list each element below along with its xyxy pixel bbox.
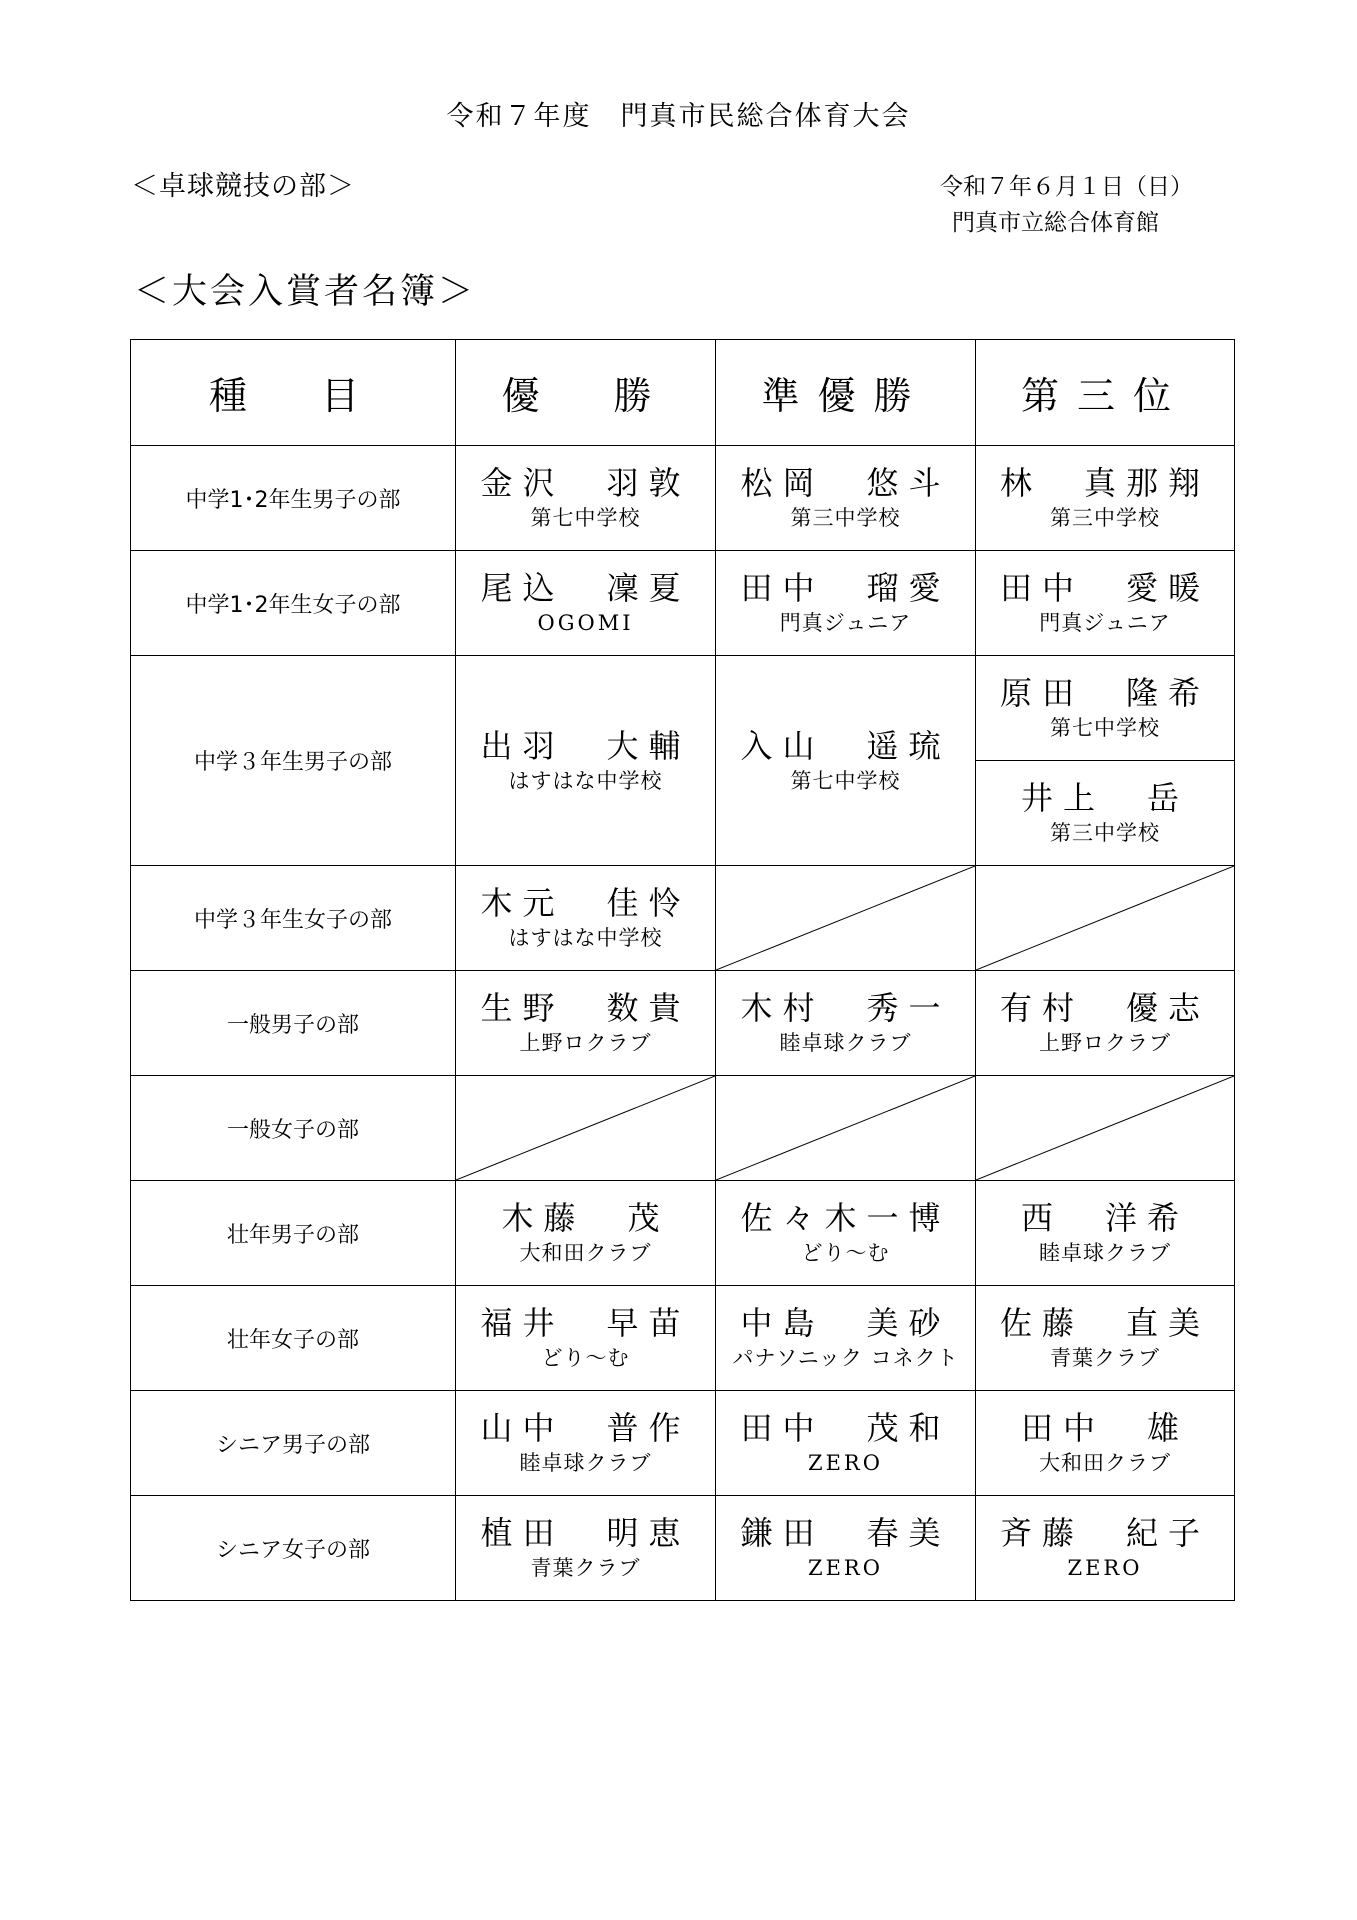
runner-up-cell xyxy=(716,971,976,1076)
third-org: 大和田クラブ xyxy=(1039,1451,1171,1475)
section-label: ＜卓球競技の部＞ xyxy=(131,171,355,202)
winner-org: 第七中学校 xyxy=(530,506,641,530)
runner-up-cell xyxy=(716,1181,976,1286)
category-cell: 中学1･2年生男子の部 xyxy=(131,446,456,551)
runner-up-name: 田中 茂和 xyxy=(740,1409,951,1447)
third-cell xyxy=(976,656,1235,761)
table-row xyxy=(131,551,1235,656)
third-org: 上野ロクラブ xyxy=(1039,1031,1171,1055)
header-row xyxy=(131,340,1235,446)
table-row xyxy=(131,1181,1235,1286)
category-cell: 一般女子の部 xyxy=(131,1076,456,1181)
runner-up-cell xyxy=(716,1391,976,1496)
blank-slash-icon xyxy=(976,866,1234,970)
winner-cell xyxy=(456,551,716,656)
table-row xyxy=(131,1391,1235,1496)
winner-name: 福井 早苗 xyxy=(480,1304,691,1342)
winner-cell xyxy=(456,971,716,1076)
runner-up-org: ZERO xyxy=(808,1451,883,1475)
winner-org: 上野ロクラブ xyxy=(519,1031,652,1055)
winner-name: 尾込 凜夏 xyxy=(480,569,691,607)
table-row xyxy=(131,1076,1235,1181)
third-cell xyxy=(976,551,1235,656)
runner-up-org: パナソニック コネクト xyxy=(732,1346,959,1370)
winner-org: 青葉クラブ xyxy=(530,1556,641,1580)
runner-up-cell xyxy=(716,1076,976,1181)
third-org: 青葉クラブ xyxy=(1050,1346,1160,1370)
runner-up-org: 睦卓球クラブ xyxy=(779,1031,912,1055)
header-runner-up: 準優勝 xyxy=(716,340,976,446)
winner-name: 木藤 茂 xyxy=(501,1199,670,1237)
results-body xyxy=(131,446,1235,1601)
third-org: 第七中学校 xyxy=(1050,716,1160,740)
runner-up-org: 第七中学校 xyxy=(790,768,901,793)
third-cell xyxy=(976,1496,1235,1601)
winner-name: 山中 普作 xyxy=(480,1409,691,1447)
header-winner: 優 勝 xyxy=(456,340,716,446)
category-cell: 壮年男子の部 xyxy=(131,1181,456,1286)
blank-slash-icon xyxy=(456,1076,715,1180)
runner-up-org: 門真ジュニア xyxy=(779,611,912,635)
winner-name: 植田 明恵 xyxy=(480,1514,691,1552)
blank-slash-icon xyxy=(716,866,975,970)
third-name: 佐藤 直美 xyxy=(999,1304,1210,1342)
third-org: ZERO xyxy=(1067,1556,1143,1580)
third-name: 斉藤 紀子 xyxy=(999,1514,1210,1552)
blank-slash-icon xyxy=(976,1076,1234,1180)
category-cell: シニア男子の部 xyxy=(131,1391,456,1496)
winner-name: 生野 数貴 xyxy=(480,989,691,1027)
header-third: 第三位 xyxy=(976,340,1235,446)
third-org: 睦卓球クラブ xyxy=(1039,1241,1171,1265)
blank-slash-icon xyxy=(716,1076,975,1180)
third-cell xyxy=(976,866,1235,971)
third-org: 第三中学校 xyxy=(1050,821,1160,845)
third-name: 原田 隆希 xyxy=(999,674,1210,712)
category-cell: 一般男子の部 xyxy=(131,971,456,1076)
event-date: 令和７年６月１日（日） xyxy=(940,174,1193,200)
runner-up-cell xyxy=(716,1496,976,1601)
third-org: 第三中学校 xyxy=(1050,506,1160,530)
winner-org: どり～む xyxy=(541,1346,630,1370)
winner-cell xyxy=(456,1391,716,1496)
runner-up-name: 木村 秀一 xyxy=(740,989,951,1027)
winner-cell xyxy=(456,1181,716,1286)
third-cell xyxy=(976,761,1235,866)
winner-org: 睦卓球クラブ xyxy=(519,1451,652,1475)
winner-cell xyxy=(456,866,716,971)
table-row xyxy=(131,1286,1235,1391)
document-title: 令和７年度 門真市民総合体育大会 xyxy=(446,101,911,132)
third-cell xyxy=(976,1076,1235,1181)
runner-up-cell xyxy=(716,866,976,971)
winner-org: はすはな中学校 xyxy=(508,926,663,950)
category-cell: 壮年女子の部 xyxy=(131,1286,456,1391)
third-name: 田中 愛暖 xyxy=(999,569,1210,607)
winner-org: はすはな中学校 xyxy=(508,768,663,793)
third-name: 林 真那翔 xyxy=(999,464,1210,502)
third-cell xyxy=(976,1391,1235,1496)
list-title: ＜大会入賞者名簿＞ xyxy=(134,272,477,312)
runner-up-cell xyxy=(716,446,976,551)
header-category: 種 目 xyxy=(131,340,456,446)
runner-up-name: 田中 瑠愛 xyxy=(740,569,951,607)
runner-up-cell xyxy=(716,1286,976,1391)
winner-name: 出羽 大輔 xyxy=(480,726,691,765)
runner-up-org: ZERO xyxy=(808,1556,883,1580)
table-row xyxy=(131,971,1235,1076)
winner-org: OGOMI xyxy=(537,611,634,635)
winner-cell xyxy=(456,1286,716,1391)
results-table xyxy=(130,339,1235,1601)
third-name: 有村 優志 xyxy=(999,989,1210,1027)
category-cell: 中学1･2年生女子の部 xyxy=(131,551,456,656)
runner-up-name: 中島 美砂 xyxy=(740,1304,951,1342)
runner-up-name: 鎌田 春美 xyxy=(740,1514,951,1552)
third-org: 門真ジュニア xyxy=(1039,611,1171,635)
runner-up-name: 入山 遥琉 xyxy=(740,726,951,765)
table-row xyxy=(131,866,1235,971)
winner-cell xyxy=(456,1076,716,1181)
runner-up-name: 松岡 悠斗 xyxy=(740,464,951,502)
table-row xyxy=(131,1496,1235,1601)
third-name: 田中 雄 xyxy=(1020,1409,1189,1447)
winner-cell xyxy=(456,446,716,551)
category-cell: シニア女子の部 xyxy=(131,1496,456,1601)
winner-org: 大和田クラブ xyxy=(519,1241,652,1265)
table-row xyxy=(131,656,1235,761)
third-cell xyxy=(976,1181,1235,1286)
runner-up-name: 佐々木一博 xyxy=(740,1199,951,1237)
winner-name: 金沢 羽敦 xyxy=(480,464,691,502)
third-cell xyxy=(976,971,1235,1076)
winner-name: 木元 佳怜 xyxy=(480,884,691,922)
third-cell xyxy=(976,446,1235,551)
runner-up-cell xyxy=(716,551,976,656)
table-row xyxy=(131,446,1235,551)
category-cell: 中学３年生女子の部 xyxy=(131,866,456,971)
category-cell: 中学３年生男子の部 xyxy=(131,656,456,866)
runner-up-cell xyxy=(716,656,976,866)
event-venue: 門真市立総合体育館 xyxy=(952,210,1159,236)
third-name: 井上 岳 xyxy=(1020,779,1189,817)
third-cell xyxy=(976,1286,1235,1391)
winner-cell xyxy=(456,1496,716,1601)
winner-cell xyxy=(456,656,716,866)
runner-up-org: どり～む xyxy=(801,1241,890,1265)
third-name: 西 洋希 xyxy=(1020,1199,1189,1237)
runner-up-org: 第三中学校 xyxy=(790,506,901,530)
